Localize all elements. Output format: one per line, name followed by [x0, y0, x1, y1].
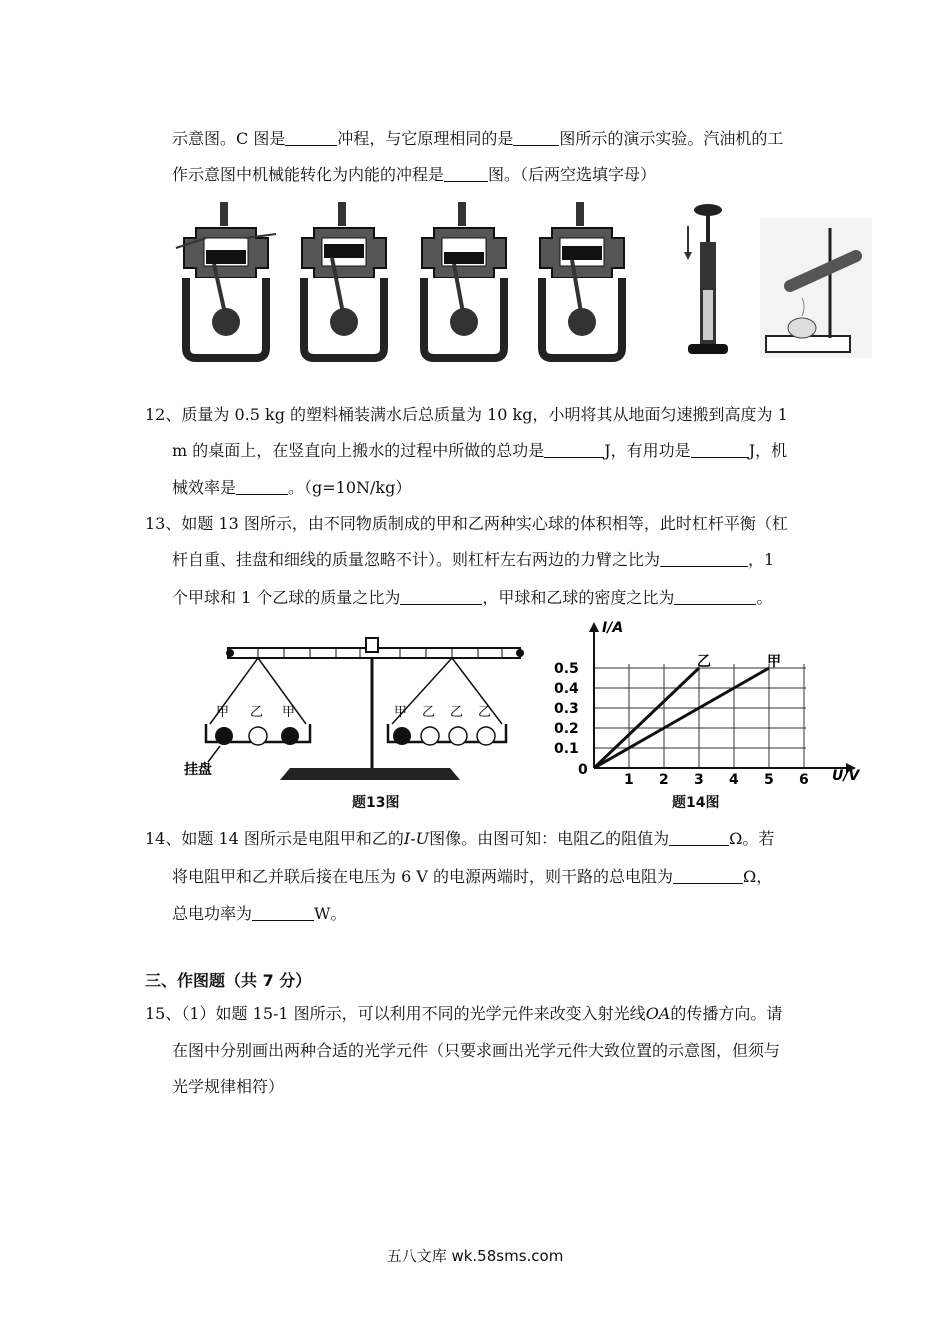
- q15-line-2: 在图中分别画出两种合适的光学元件（只要求画出光学元件大致位置的示意图，但须与: [172, 1041, 781, 1060]
- lever-balance-figure: [180, 632, 540, 790]
- answer-blank[interactable]: [660, 550, 748, 567]
- y-axis-label: I/A: [602, 620, 624, 636]
- engine-diagram-c: [422, 202, 506, 358]
- answer-blank[interactable]: [285, 129, 337, 146]
- y-tick-label: 0.2: [554, 721, 579, 737]
- ball-label: 乙: [478, 705, 492, 720]
- iu-graph-figure: [550, 618, 870, 793]
- chart-grid: [594, 664, 806, 768]
- answer-blank[interactable]: [674, 588, 756, 605]
- ball-label: 甲: [282, 705, 296, 720]
- q13-line-1: 13、如题 13 图所示，由不同物质制成的甲和乙两种实心球的体积相等，此时杠杆平衡（杠: [145, 514, 788, 533]
- engine-diagram-a: [176, 202, 276, 358]
- section-heading: 三、作图题（共 7 分）: [145, 971, 312, 990]
- ball-yi: [421, 727, 439, 745]
- footer-watermark: 五八文库 wk.58sms.com: [386, 1247, 564, 1265]
- series-lines: [594, 654, 781, 768]
- q14-line-1: 14、如题 14 图所示是电阻甲和乙的I-U图像。由图可知：电阻乙的阻值为 Ω。若: [145, 829, 775, 848]
- answer-blank[interactable]: [544, 441, 604, 458]
- q11-line-2: 作示意图中机械能转化为内能的冲程是 图。（后两空选填字母）: [172, 165, 657, 184]
- q13-line-3: 个甲球和 1 个乙球的质量之比为 ，甲球和乙球的密度之比为 。: [172, 588, 773, 607]
- x-tick-label: 2: [659, 772, 669, 788]
- x-axis-label: U/V: [832, 768, 860, 784]
- air-compression-apparatus: [684, 204, 728, 354]
- engine-diagram-d: [540, 202, 624, 358]
- q15-line-1: 15、（1）如题 15-1 图所示，可以利用不同的光学元件来改变入射光线OA的传播方向。请: [145, 1004, 783, 1023]
- answer-blank[interactable]: [673, 867, 743, 884]
- ball-label: 乙: [250, 705, 264, 720]
- y-axis-arrow: [589, 622, 599, 632]
- q15-line-3: 光学规律相符）: [172, 1077, 285, 1096]
- origin-label: 0: [578, 762, 588, 778]
- series-label: 甲: [767, 654, 781, 670]
- fig14-caption: 题14图: [672, 795, 720, 811]
- ball-jia: [281, 727, 299, 745]
- q12-line-2: m 的桌面上，在竖直向上搬水的过程中所做的总功是 J，有用功是 J，机: [172, 441, 788, 460]
- q14-line-3: 总电功率为 W。: [172, 904, 347, 923]
- x-tick-label: 1: [624, 772, 634, 788]
- ball-jia: [215, 727, 233, 745]
- ball-label: 乙: [422, 705, 436, 720]
- pan-label: 挂盘: [184, 762, 212, 778]
- test-tube-heating-apparatus: [760, 218, 872, 358]
- y-tick-label: 0.5: [554, 661, 579, 677]
- answer-blank[interactable]: [252, 904, 314, 921]
- ball-label: 甲: [216, 705, 230, 720]
- answer-blank[interactable]: [669, 829, 729, 846]
- ball-yi: [477, 727, 495, 745]
- y-tick-label: 0.4: [554, 681, 579, 697]
- answer-blank[interactable]: [400, 588, 482, 605]
- x-tick-label: 4: [729, 772, 739, 788]
- ball-yi: [249, 727, 267, 745]
- q11-line-1: 示意图。C 图是 冲程，与它原理相同的是 图所示的演示实验。汽油机的工: [172, 129, 784, 148]
- y-tick-label: 0.1: [554, 741, 579, 757]
- answer-blank[interactable]: [444, 165, 488, 182]
- engine-strokes-figure: [170, 198, 880, 366]
- answer-blank[interactable]: [691, 441, 749, 458]
- x-tick-label: 5: [764, 772, 774, 788]
- ball-yi: [449, 727, 467, 745]
- y-tick-label: 0.3: [554, 701, 579, 717]
- x-tick-label: 3: [694, 772, 704, 788]
- q13-line-2: 杆自重、挂盘和细线的质量忽略不计）。则杠杆左右两边的力臂之比为 ，1: [172, 550, 775, 569]
- q14-line-2: 将电阻甲和乙并联后接在电压为 6 V 的电源两端时，则干路的总电阻为 Ω，: [172, 867, 773, 886]
- fig13-caption: 题13图: [352, 795, 400, 811]
- q12-line-1: 12、质量为 0.5 kg 的塑料桶装满水后总质量为 10 kg，小明将其从地面匀速搬到高度为 1: [145, 405, 788, 424]
- ball-label: 乙: [450, 705, 464, 720]
- answer-blank[interactable]: [236, 478, 288, 495]
- answer-blank[interactable]: [513, 129, 559, 146]
- engine-diagram-b: [302, 202, 386, 358]
- ball-label: 甲: [394, 705, 408, 720]
- ball-jia: [393, 727, 411, 745]
- q12-line-3: 械效率是 。（g=10N/kg）: [172, 478, 412, 497]
- x-tick-label: 6: [799, 772, 809, 788]
- series-label: 乙: [697, 654, 711, 670]
